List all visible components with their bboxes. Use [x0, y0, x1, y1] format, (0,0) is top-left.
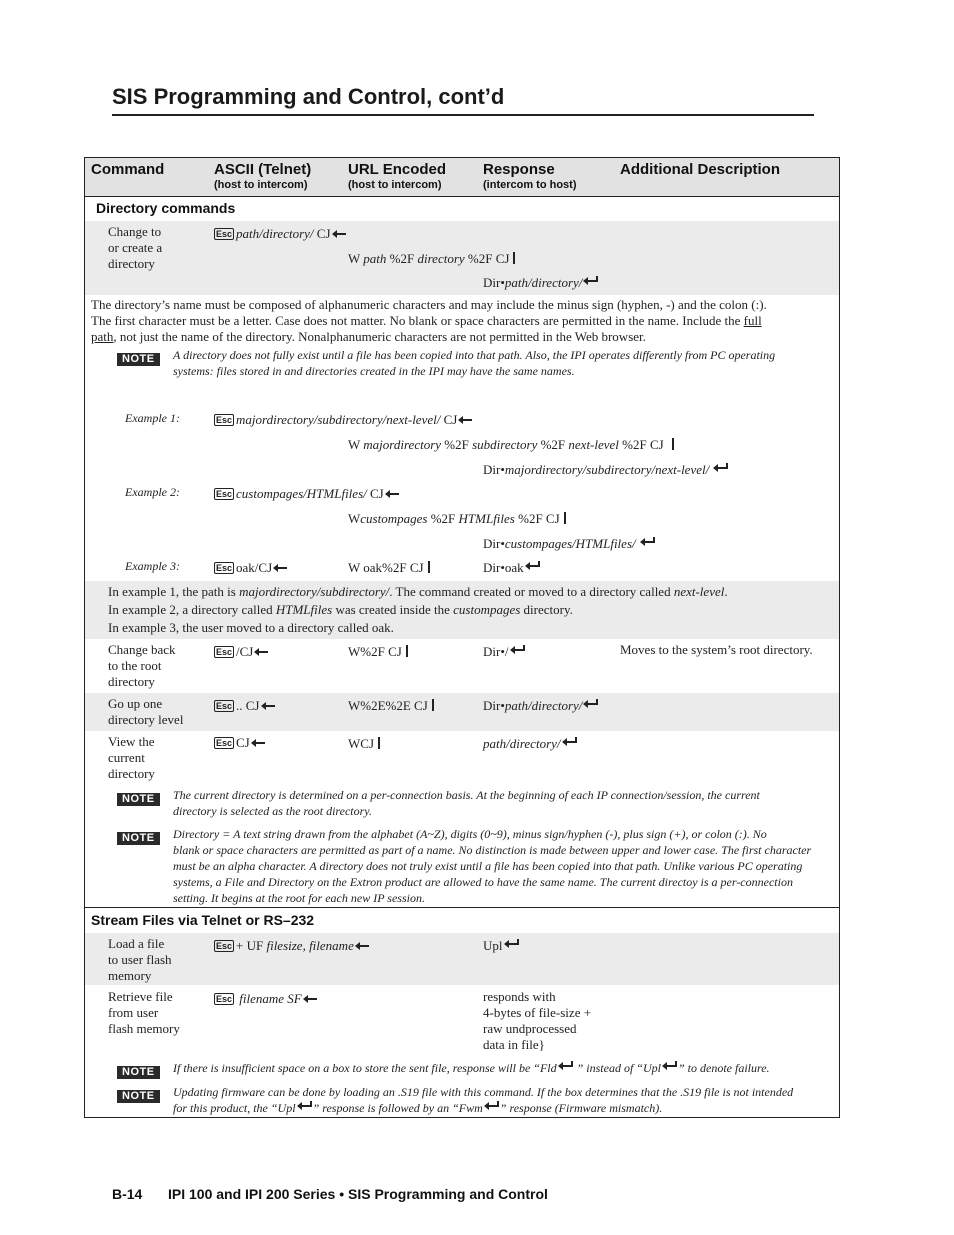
explanation-italic: HTMLfiles [275, 602, 333, 617]
esc-key-icon: Esc [216, 701, 233, 711]
note-label: NOTE [117, 1066, 160, 1079]
esc-key-icon: Esc [216, 941, 233, 951]
command-line: Change back [108, 642, 176, 657]
note-5-text [173, 1084, 837, 1116]
note-line: A directory does not fully exist until a file has been copied into that path. Also, the IPI operates differently from PC operating [173, 348, 776, 362]
return-icon [558, 1060, 574, 1076]
url-text: W%2F CJ [348, 644, 402, 659]
pipe-icon [564, 512, 566, 524]
url-part: directory [417, 251, 465, 266]
paragraph-underline: path [91, 329, 114, 344]
url-part: %2F CJ [618, 437, 664, 452]
response-text: Upl [483, 938, 503, 953]
return-icon [713, 462, 729, 478]
return-icon [297, 1100, 313, 1116]
footer-title: IPI 100 and IPI 200 Series • SIS Programming and Control [168, 1186, 548, 1202]
command-line: current [108, 750, 145, 765]
change-dir-url [348, 251, 515, 267]
command-line: directory [108, 674, 155, 689]
view-dir-ascii [214, 735, 265, 751]
paragraph-underline: full [743, 313, 762, 328]
explanation-line [108, 583, 728, 601]
header-ascii-sub: (host to intercom) [214, 179, 308, 191]
return-icon [525, 560, 541, 576]
example-3-url [348, 560, 430, 576]
view-dir-url [348, 736, 380, 752]
return-icon [562, 736, 578, 752]
esc-key-icon: Esc [216, 738, 233, 748]
left-arrow-icon [458, 412, 472, 428]
ascii-text: CJ [236, 735, 250, 750]
note-badge [117, 828, 160, 846]
explanation-text: directory. [520, 602, 573, 617]
note-badge [117, 1086, 160, 1104]
header-ascii: ASCII (Telnet) [214, 161, 312, 178]
load-file-ascii [214, 938, 369, 954]
response-path: path/directory/ [504, 275, 583, 290]
url-part: majordirectory [363, 437, 442, 452]
response-line: 4-bytes of file-size + [483, 1005, 592, 1020]
example-3-label: Example 3: [125, 559, 180, 573]
note-badge [117, 1062, 160, 1080]
url-text: W%2E%2E CJ [348, 698, 428, 713]
response-text: Dir•/ [483, 644, 509, 659]
esc-key-icon: Esc [216, 647, 233, 657]
url-part: next-level [568, 437, 619, 452]
note-badge [117, 349, 160, 367]
note-line: blank or space characters are permitted as part of a name. No distinction is made between upper and lower case. The first character [173, 843, 812, 857]
command-line: Retrieve file [108, 989, 173, 1004]
pipe-icon [432, 699, 434, 711]
ascii-text: .. CJ [236, 698, 260, 713]
note-text-part: for this product, the “Upl [173, 1101, 296, 1115]
url-part: custompages [360, 511, 428, 526]
pipe-icon [672, 438, 674, 450]
explanation-text: . The command created or moved to a directory called [389, 584, 674, 599]
ascii-italic: filesize, filename [266, 938, 354, 953]
return-icon [504, 938, 520, 954]
left-arrow-icon [303, 991, 317, 1007]
note-label: NOTE [117, 832, 160, 845]
examples-explanation [108, 583, 728, 637]
header-divider [85, 196, 839, 197]
change-dir-response [483, 275, 599, 291]
note-3-text [173, 826, 837, 906]
load-file-command [108, 936, 172, 984]
paragraph-line: The directory’s name must be composed of alphanumeric characters and may include the minus sign (hyphen, -) and the colon (:). [91, 297, 767, 312]
section-stream-files: Stream Files via Telnet or RS–232 [91, 912, 315, 928]
left-arrow-icon [385, 486, 399, 502]
left-arrow-icon [251, 735, 265, 751]
explanation-text: In example 2, a directory called [108, 602, 276, 617]
response-line: data in file} [483, 1037, 545, 1052]
example-1-url [348, 437, 674, 453]
note-line: Directory = A text string drawn from the alphabet (A~Z), digits (0~9), minus sign/hyphen (-), plus sign (+), or colon (:). No [173, 827, 767, 841]
note-2-text [173, 787, 833, 819]
ascii-italic: filename SF [239, 991, 302, 1006]
view-dir-command [108, 734, 155, 782]
load-file-response [483, 938, 520, 954]
left-arrow-icon [332, 226, 346, 242]
example-2-label: Example 2: [125, 485, 180, 499]
title-rule [112, 114, 814, 116]
root-dir-ascii [214, 644, 268, 660]
return-icon [583, 275, 599, 291]
response-path: path/directory/ [504, 698, 583, 713]
retrieve-file-command [108, 989, 180, 1037]
return-icon [484, 1100, 500, 1116]
url-part: %2F [386, 251, 418, 266]
explanation-line [108, 601, 728, 619]
section-divider [85, 907, 839, 908]
command-line: from user [108, 1005, 159, 1020]
command-line: Change to [108, 224, 162, 239]
explanation-italic: custompages [453, 602, 521, 617]
row-shade-up-dir [85, 693, 839, 731]
response-path: path/directory/ [483, 736, 561, 751]
note-line [173, 1100, 837, 1116]
left-arrow-icon [273, 560, 287, 576]
response-prefix: Dir• [483, 462, 505, 477]
left-arrow-icon [254, 644, 268, 660]
root-dir-response [483, 644, 526, 660]
example-3-response [483, 560, 541, 576]
header-url: URL Encoded [348, 161, 447, 178]
note-line: systems: files stored in and directories created in the IPI may have the same names. [173, 364, 575, 378]
command-line: directory [108, 256, 155, 271]
note-line: setting. It begins at the root for each new IP session. [173, 891, 425, 905]
url-w: W [348, 511, 361, 526]
retrieve-file-response [483, 989, 591, 1053]
header-response-sub: (intercom to host) [483, 179, 577, 191]
page-title: SIS Programming and Control, cont’d [112, 84, 505, 109]
command-line: flash memory [108, 1021, 180, 1036]
up-dir-ascii [214, 698, 275, 714]
pipe-icon [378, 737, 380, 749]
ascii-cj: CJ [440, 412, 458, 427]
response-text: Dir•oak [483, 560, 524, 575]
left-arrow-icon [261, 698, 275, 714]
explanation-italic: majordirectory/subdirectory/ [239, 584, 390, 599]
command-line: memory [108, 968, 152, 983]
response-prefix: Dir• [483, 275, 505, 290]
command-line: View the [108, 734, 155, 749]
explanation-line: In example 3, the user moved to a directory called oak. [108, 620, 394, 635]
left-arrow-icon [355, 938, 369, 954]
example-1-ascii [214, 412, 472, 428]
note-line: directory is selected as the root directory. [173, 804, 372, 818]
note-1-text [173, 347, 833, 379]
note-badge [117, 789, 160, 807]
esc-key-icon: Esc [216, 489, 233, 499]
note-text-part: ” instead of “Upl [573, 1061, 661, 1075]
root-dir-description: Moves to the system’s root directory. [620, 642, 813, 657]
response-line: raw undprocessed [483, 1021, 577, 1036]
paragraph-line [91, 313, 831, 329]
url-part: HTMLfiles [458, 511, 515, 526]
ascii-text: /CJ [236, 644, 254, 659]
url-part: %2F [427, 511, 459, 526]
change-dir-ascii [214, 226, 346, 242]
note-text-part: ” response (Firmware mismatch). [499, 1101, 663, 1115]
command-line: Go up one [108, 696, 163, 711]
command-line: directory [108, 766, 155, 781]
ascii-cj: CJ [313, 226, 331, 241]
url-part: %2F [537, 437, 569, 452]
explanation-text: . [724, 584, 728, 599]
command-line: Load a file [108, 936, 165, 951]
up-dir-command [108, 696, 183, 728]
paragraph-text: , not just the name of the directory. Nonalphanumeric characters are not permitted in the Web browser. [113, 329, 646, 344]
url-part: path [363, 251, 387, 266]
ascii-text: oak/CJ [236, 560, 273, 575]
pipe-icon [513, 252, 515, 264]
root-dir-url [348, 644, 408, 660]
example-1-response [483, 462, 729, 478]
response-path: custompages/HTMLfiles/ [504, 536, 636, 551]
section-directory-commands: Directory commands [96, 200, 236, 216]
url-part: %2F CJ [464, 251, 510, 266]
ascii-text: + UF [236, 938, 267, 953]
return-icon [640, 536, 656, 552]
url-part: %2F [441, 437, 473, 452]
example-3-ascii [214, 560, 287, 576]
example-1-label: Example 1: [125, 411, 180, 425]
example-2-response [483, 536, 656, 552]
return-icon [662, 1060, 678, 1076]
pipe-icon [428, 561, 430, 573]
pipe-icon [406, 645, 408, 657]
note-line: Updating firmware can be done by loading an .S19 file with this command. If the box determines that the .S19 file is not intended [173, 1085, 794, 1099]
note-line: systems, a File and Directory on the Extron product are allowed to have the same name. The current directoy is a per-connection [173, 875, 793, 889]
response-path: majordirectory/subdirectory/next-level/ [504, 462, 710, 477]
note-line: The current directory is determined on a per-connection basis. At the beginning of each IP connection/session, the current [173, 788, 760, 802]
retrieve-file-ascii [214, 991, 317, 1007]
url-text: W oak%2F CJ [348, 560, 424, 575]
note-label: NOTE [117, 1090, 160, 1103]
esc-key-icon: Esc [216, 994, 233, 1004]
command-line: to user flash [108, 952, 172, 967]
footer-page-number: B-14 [112, 1186, 143, 1202]
explanation-text: In example 1, the path is [108, 584, 240, 599]
esc-key-icon: Esc [216, 563, 233, 573]
header-command: Command [91, 161, 165, 178]
command-line: or create a [108, 240, 163, 255]
explanation-text: was created inside the [332, 602, 454, 617]
return-icon [510, 644, 526, 660]
paragraph-line [91, 329, 831, 345]
root-dir-command [108, 642, 176, 690]
url-w: W [348, 251, 361, 266]
ascii-path: majordirectory/subdirectory/next-level/ [236, 412, 441, 427]
note-text-part: ” to denote failure. [677, 1061, 770, 1075]
ascii-path: custompages/HTMLfiles/ [236, 486, 367, 501]
directory-description [91, 297, 831, 345]
example-2-ascii [214, 486, 399, 502]
explanation-italic: next-level [673, 584, 725, 599]
ascii-cj: CJ [366, 486, 384, 501]
up-dir-url [348, 698, 434, 714]
change-dir-command [108, 224, 162, 272]
url-w: W [348, 437, 364, 452]
url-text: WCJ [348, 736, 374, 751]
response-line: responds with [483, 989, 556, 1004]
note-label: NOTE [117, 353, 160, 366]
url-part: %2F CJ [514, 511, 560, 526]
example-2-url [348, 511, 566, 527]
return-icon [583, 698, 599, 714]
ascii-path: path/directory/ [236, 226, 314, 241]
note-line: must be an alpha character. A directory does not truly exist until a file has been copied into that path. Unlike various PC operating [173, 859, 803, 873]
header-response: Response [483, 161, 555, 178]
paragraph-text: The first character must be a letter. Case does not matter. No blank or space characters are permitted in the name. Include the [91, 313, 744, 328]
note-label: NOTE [117, 793, 160, 806]
note-text-part: If there is insufficient space on a box to store the sent file, response will be “Fld [173, 1061, 557, 1075]
response-prefix: Dir• [483, 698, 505, 713]
header-url-sub: (host to intercom) [348, 179, 442, 191]
url-part: subdirectory [472, 437, 538, 452]
view-dir-response [483, 736, 578, 752]
note-text-part: ” response is followed by an “Fwm [312, 1101, 483, 1115]
note-4-text [173, 1060, 770, 1076]
row-shade-load-file [85, 933, 839, 985]
esc-key-icon: Esc [216, 415, 233, 425]
command-line: to the root [108, 658, 162, 673]
up-dir-response [483, 698, 599, 714]
command-line: directory level [108, 712, 184, 727]
response-prefix: Dir• [483, 536, 505, 551]
esc-key-icon: Esc [216, 229, 233, 239]
header-description: Additional Description [620, 161, 781, 178]
